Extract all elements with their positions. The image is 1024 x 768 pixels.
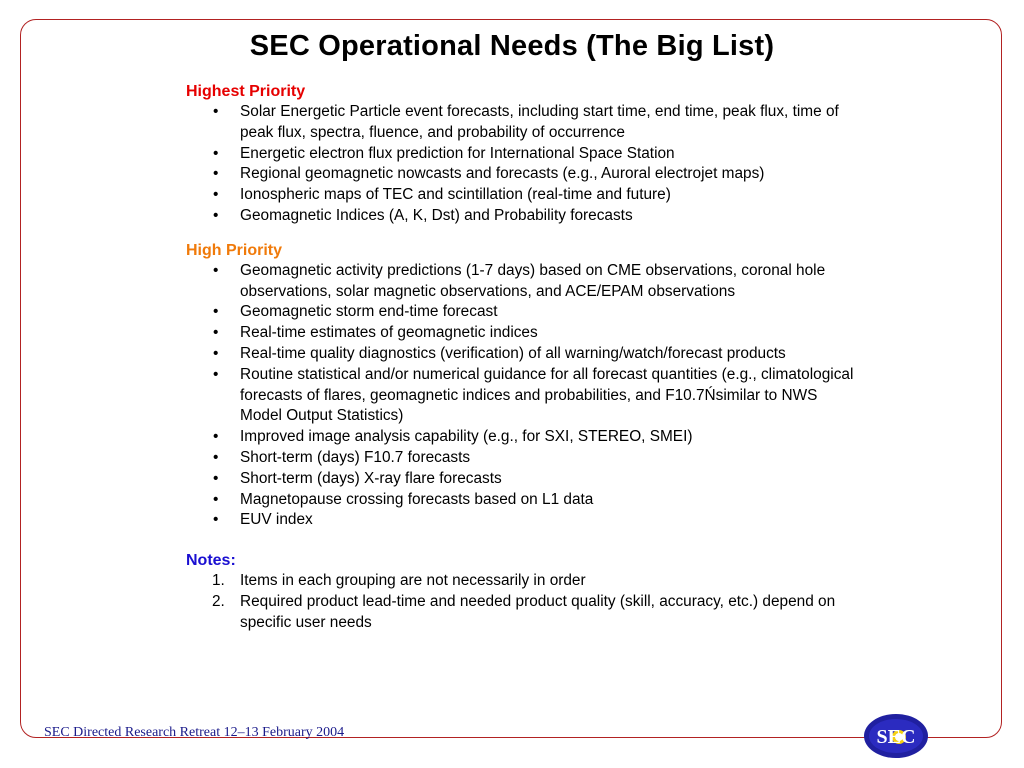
bullet-icon: • — [213, 365, 219, 383]
sec-logo — [863, 713, 929, 764]
footer-text: SEC Directed Research Retreat 12–13 February 2004 — [44, 725, 345, 740]
list-item: • Short-term (days) X-ray flare forecasts — [186, 469, 856, 490]
bullet-icon: • — [213, 261, 219, 279]
list-item: 1. Items in each grouping are not necessarily in order — [186, 571, 856, 592]
note-number: 1. — [212, 572, 225, 590]
highest-priority-list — [186, 102, 856, 227]
svg-text:SEC: SEC — [876, 726, 916, 748]
bullet-icon: • — [213, 186, 219, 204]
slide-content — [186, 82, 856, 634]
list-item: • EUV index — [186, 510, 856, 531]
list-item: • Geomagnetic activity predictions (1-7 days) based on CME observations, coronal hole observations, solar magnetic observations, and ACE/EPAM observations — [213, 261, 826, 300]
list-item: • Routine statistical and/or numerical guidance for all forecast quantities (e.g., climatological forecasts of flares, geomagnetic indices and probabilities, and F10.7Ńsimilar to NWS Model Output Statistics) — [213, 365, 854, 425]
bullet-icon: • — [213, 206, 219, 224]
bullet-icon: • — [213, 428, 219, 446]
list-item: • Regional geomagnetic nowcasts and forecasts (e.g., Auroral electrojet maps) — [186, 164, 856, 185]
bullet-icon: • — [213, 469, 219, 487]
list-item: • Magnetopause crossing forecasts based on L1 data — [186, 490, 856, 511]
bullet-icon: • — [213, 144, 219, 162]
bullet-icon: • — [213, 511, 219, 529]
bullet-icon: • — [213, 165, 219, 183]
list-item: 2. Required product lead-time and needed product quality (skill, accuracy, etc.) depend on specific user needs — [212, 592, 836, 631]
list-item: • Solar Energetic Particle event forecasts, including start time, end time, peak flux, time of peak flux, spectra, fluence, and probability of occurrence — [213, 103, 839, 141]
list-item: • Short-term (days) F10.7 forecasts — [186, 448, 856, 469]
high-priority-list — [186, 261, 856, 531]
notes-list — [186, 571, 856, 633]
notes-heading: Notes: — [186, 552, 236, 570]
bullet-icon: • — [213, 324, 219, 342]
bullet-icon: • — [213, 490, 219, 508]
note-number: 2. — [212, 592, 225, 610]
sec-logo-icon — [863, 713, 929, 759]
bullet-icon: • — [213, 303, 219, 321]
highest-priority-heading: Highest Priority — [186, 83, 306, 100]
slide-title: SEC Operational Needs (The Big List) — [249, 30, 775, 62]
list-item: • Real-time quality diagnostics (verification) of all warning/watch/forecast products — [186, 344, 856, 365]
bullet-icon: • — [213, 103, 219, 120]
bullet-icon: • — [213, 448, 219, 466]
list-item: • Energetic electron flux prediction for International Space Station — [186, 144, 856, 165]
list-item: • Real-time estimates of geomagnetic indices — [186, 323, 856, 344]
list-item: • Ionospheric maps of TEC and scintillation (real-time and future) — [186, 185, 856, 206]
list-item: • Geomagnetic Indices (A, K, Dst) and Probability forecasts — [186, 206, 856, 227]
bullet-icon: • — [213, 344, 219, 362]
high-priority-heading: High Priority — [186, 241, 283, 259]
list-item: • Improved image analysis capability (e.g., for SXI, STEREO, SMEI) — [186, 427, 856, 448]
list-item: • Geomagnetic storm end-time forecast — [186, 302, 856, 323]
